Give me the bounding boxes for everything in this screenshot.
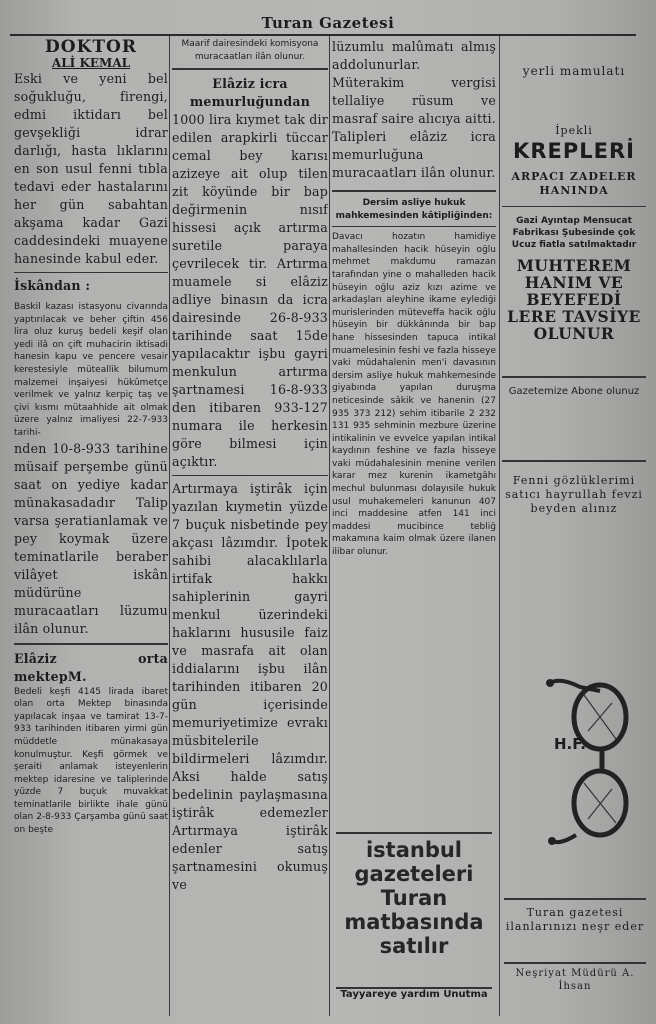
turan-ilan-text: Turan gazetesi ilanlarınızı neşr eder — [505, 906, 645, 933]
column-3 — [332, 38, 496, 833]
abone-text: Gazetemize Abone olunuz — [508, 386, 640, 397]
column-4 — [502, 38, 646, 1016]
turan-ilan-box — [504, 898, 646, 934]
muhterem-text: MUHTEREM HANIM VE BEYEFEDİ LERE TAVSİYE OLUNUR — [507, 256, 641, 343]
istanbul-ad-text: istanbul gazeteleri Turan matbasında satılır — [344, 838, 484, 958]
istanbul-ad — [336, 832, 492, 988]
iskandan-title: İskândan : — [14, 278, 91, 293]
doktor-title: DOKTOR — [45, 38, 137, 57]
divider — [172, 68, 328, 70]
maarif-text: Maarif dairesindeki komisyona muracaatları ilân olunur. — [181, 39, 319, 62]
divider — [332, 226, 496, 227]
elaziz-school-title: Elâziz orta mektepM. — [14, 650, 168, 684]
column-divider — [169, 36, 170, 1016]
ipekli-label: İpekli — [555, 124, 593, 137]
column-divider — [499, 36, 500, 1016]
artirma-text: Artırmaya iştirâk için yazılan kıymetin yüzde 7 buçuk nisbetinde pey akçası lâzımdır. İpotek sahibi alacaklılarla irtifak hakkı sahiplerinin gayri menkul üzerindeki haklarını hususile faiz ve masrafa ait olan iddialarını işbu ilân tarihinden itibaren 20 gün içerisinde memuriyetimize evrakı müsbitelerile bildirmeleri lâzımdır. Aksi halde satış bedelinin paylaşmasına iştirâk edemezler Artırmaya iştirâk edenler satış şartnamesini okumuş ve — [172, 481, 328, 893]
krepleri-label: KREPLERİ — [513, 139, 635, 163]
gozluk-text: Fenni gözlüklerimi satıcı hayrullah fevzi beyden alınız — [505, 474, 643, 515]
divider — [502, 460, 646, 462]
iskandan-big-text: nden 10-8-933 tarihine müsaif perşembe günü saat on yediye kadar münakasadadır Talip varsa şeratianlamak ve pey koymak üzere teminatlarile beraber vilâyet iskân müdürüne muracaatları lüzumu ilân olunur. — [14, 440, 168, 636]
masthead: Turan Gazetesi — [261, 14, 395, 32]
nesriyat-text: Neşriyat Müdürü A. İhsan — [515, 968, 635, 992]
hf-initials: H.F. — [554, 735, 586, 753]
doktor-ad-text: Eski ve yeni bel soğukluğu, firengi, edmi iktidarı bel gevşekliği idrar darlığı, hasta lıklarını en son usul fenni tıbla tedavi eder hastalarını her gün sabahtan akşama kadar Gazi caddesindeki muayene hanesinde kabul eder. — [14, 71, 168, 266]
top-rule — [10, 34, 636, 36]
divider — [14, 272, 168, 273]
elaziz-school-text: Bedeli keşfi 4145 lirada ibaret olan orta Mektep binasında yapılacak inşaa ve tamirat 13-7-933 tarihinden itibaren yirmi gün müddetle münakasaya konulmuştur. Keşfi görmek ve şeraiti anlamak isteyenlerin mektep idaresine ve taliplerinde yüzde 7 buçuk muvakkat teminatlarile birlikte ihale günü olan 2-8-933 Çarşamba günü saat on beşte — [14, 686, 168, 836]
tayyare-note: Tayyareye yardım Unutma — [336, 987, 492, 1001]
divider — [332, 190, 496, 192]
divider — [502, 206, 646, 207]
lüzumlu-text: lüzumlu malûmatı almış addolunurlar. Müterakim vergisi tellaliye rüsum ve masraf saire alıcıya aitti. Talipleri elâziz icra memurluğuna muracaatları ilân olunur. — [332, 39, 496, 180]
icra-text: 1000 lira kıymet tak dir edilen arapkirli tüccar cemal bey karısı azizeye ait olup tilen zit köyünde bir bap değirmenin nısıf hissesi açık artırma suretile paraya çevrilecek tir. Artırma muamele si elâziz adliye binasın da icra dairesinde 26-8-933 tarihinde saat 15de yapılacaktır işbu gayri menkulun artırma şartnamesi 16-8-933 den itibaren 933-127 numara ile herkesin göre bilmesi için açıktır. — [172, 112, 328, 470]
doktor-name: ALİ KEMAL — [51, 56, 131, 70]
divider — [172, 475, 328, 476]
arpaci-label: ARPACI ZADELER HANINDA — [511, 170, 637, 197]
column-1 — [14, 38, 168, 1016]
column-divider — [329, 36, 330, 1016]
gazi-ayintap-text: Gazi Ayıntap Mensucat Fabrikası Şubesinde çok Ucuz fiatla satılmaktadır — [511, 216, 637, 250]
column-2 — [172, 38, 328, 1016]
eyeglasses-icon — [540, 665, 636, 855]
icra-title: Elâziz icra memurluğundan — [189, 76, 311, 110]
yerli-mamulat: yerli mamulatı — [522, 64, 626, 78]
dersim-text: Davacı hozatın hamidiye mahallesinden hacik hüseyin oğlu mehmet makdumu ramazan tarafından yine o mahalleden hacik hüseyin oğlu aziz kızı azime ve arkadaşları aleyhine ikame eylediği murislerinden müteveffa hacik oğlu hüseyin bir dükkânında bir bap hane hissesinden tapuca intikal muamelesinin feshi ve fazla hisseye vaki müdahalenin men'i davasının dersim asliye hukuk mahkemesinde giyabında yapılan duruşma neticesinde sâkik ve hanenin (27 935 373 212) sehim itibarile 2 232 131 935 sehminin mezbure üzerine intikalinin ve evvelce yapılan intikal kaydının feshine ve fazla hisseye vaki müdahalesinin menine verilen karar mez kurenin ikametgâhı mechul bulunması dolayısile hukuk usul muhakemeleri kanunun 407 inci maddesine atfen 141 inci maddesi mucibince tebliğ makamına kaim olmak üzere ilanen ilibar olunur. — [332, 232, 496, 558]
nesriyat-box — [504, 962, 646, 993]
divider — [14, 643, 168, 645]
divider — [502, 376, 646, 378]
iskandan-text: Baskil kazası istasyonu civarında yaptırılacak ve beher çiftin 456 lira oluz kuruş bedeli keşif olan yedi ilâ on çift muhacirin iktisadi hanesin kapu ve pencere vesair kerestesiyle müteallik bilumum malzemei inşaiyesi hükûmetçe verilmek ve yalnız kerpiç taş ve çivi kısmı mütaahhide ait olmak üzere yalnız imaliyesi 22-7-933 tarihi- — [14, 302, 168, 438]
dersim-title: Dersim asliye hukuk mahkemesinden kâtipliğinden: — [335, 198, 493, 221]
